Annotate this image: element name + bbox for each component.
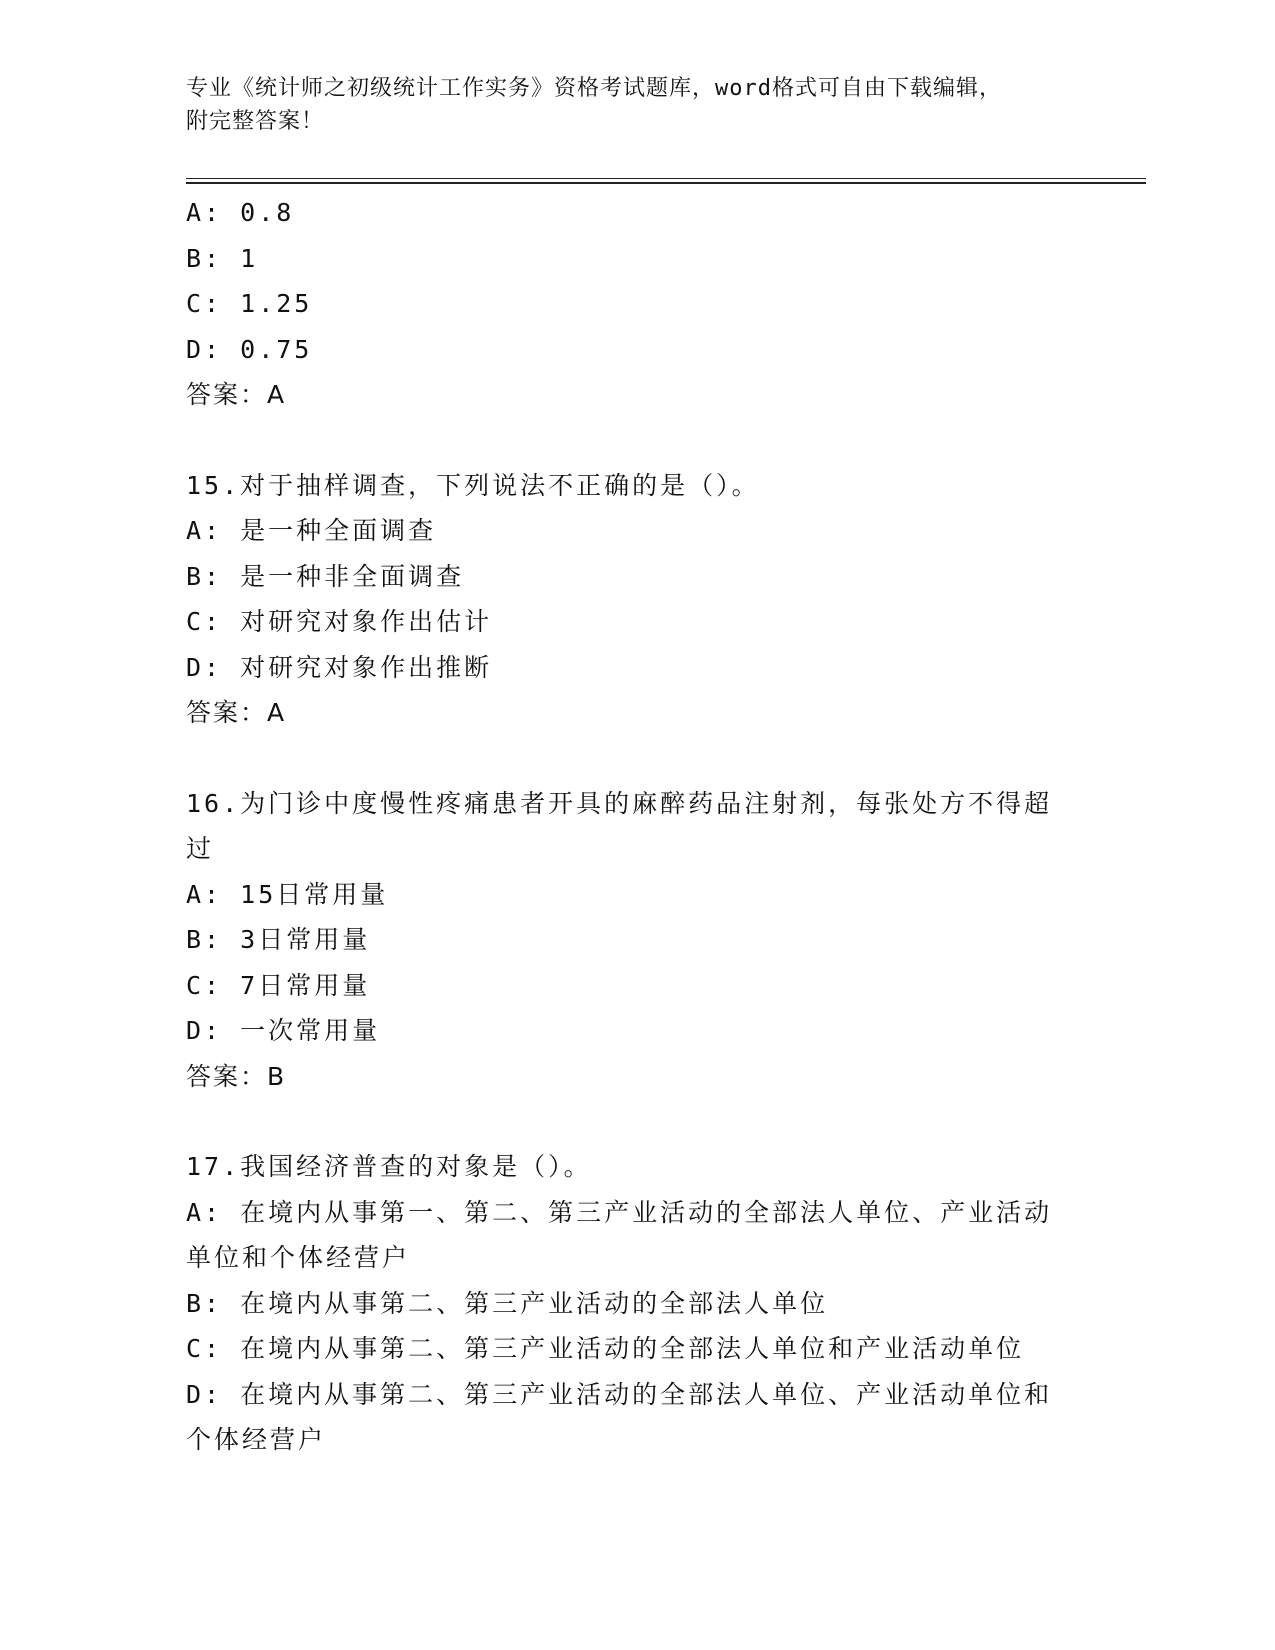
question-stem-line-1: 16.为门诊中度慢性疼痛患者开具的麻醉药品注射剂，每张处方不得超 (186, 788, 1053, 818)
option-c: C: 对研究对象作出估计 (186, 607, 493, 636)
answer: 答案：A (186, 380, 287, 409)
option-a: A: 15日常用量 (186, 879, 389, 909)
option-b: B: 在境内从事第二、第三产业活动的全部法人单位 (186, 1288, 829, 1318)
option-a: A: 是一种全面调查 (186, 516, 437, 545)
option-b: B: 是一种非全面调查 (186, 561, 465, 591)
question-16 (186, 781, 1086, 1100)
option-d: D: 对研究对象作出推断 (186, 652, 493, 682)
question-14 (186, 190, 1086, 418)
option-a: A: 0.8 (186, 198, 295, 227)
option-d: D: 0.75 (186, 334, 313, 364)
option-d: D: 一次常用量 (186, 1016, 381, 1045)
option-b: B: 3日常用量 (186, 925, 371, 954)
question-list (186, 190, 1086, 1463)
header-line-2: 附完整答案！ (186, 109, 325, 134)
option-b: B: 1 (186, 243, 259, 273)
option-d-line-2: 个体经营户 (186, 1425, 327, 1454)
answer: 答案：A (186, 698, 287, 727)
document-header (186, 72, 1066, 138)
question-stem-line-2: 过 (186, 834, 215, 863)
question-stem: 17.我国经济普查的对象是（）。 (186, 1152, 592, 1181)
answer: 答案：B (186, 1061, 287, 1091)
header-divider-top (186, 178, 1146, 179)
header-line-1: 专业《统计师之初级统计工作实务》资格考试题库，word格式可自由下载编辑， (186, 76, 1002, 101)
question-15 (186, 463, 1086, 736)
header-divider-bottom (186, 182, 1146, 184)
option-c: C: 7日常用量 (186, 970, 371, 1000)
option-c: C: 在境内从事第二、第三产业活动的全部法人单位和产业活动单位 (186, 1334, 1025, 1363)
question-17 (186, 1144, 1086, 1463)
option-a-line-1: A: 在境内从事第一、第二、第三产业活动的全部法人单位、产业活动 (186, 1197, 1053, 1227)
option-c: C: 1.25 (186, 289, 313, 318)
question-stem: 15.对于抽样调查，下列说法不正确的是（）。 (186, 470, 760, 500)
option-d-line-1: D: 在境内从事第二、第三产业活动的全部法人单位、产业活动单位和 (186, 1379, 1053, 1409)
option-a-line-2: 单位和个体经营户 (186, 1243, 411, 1272)
